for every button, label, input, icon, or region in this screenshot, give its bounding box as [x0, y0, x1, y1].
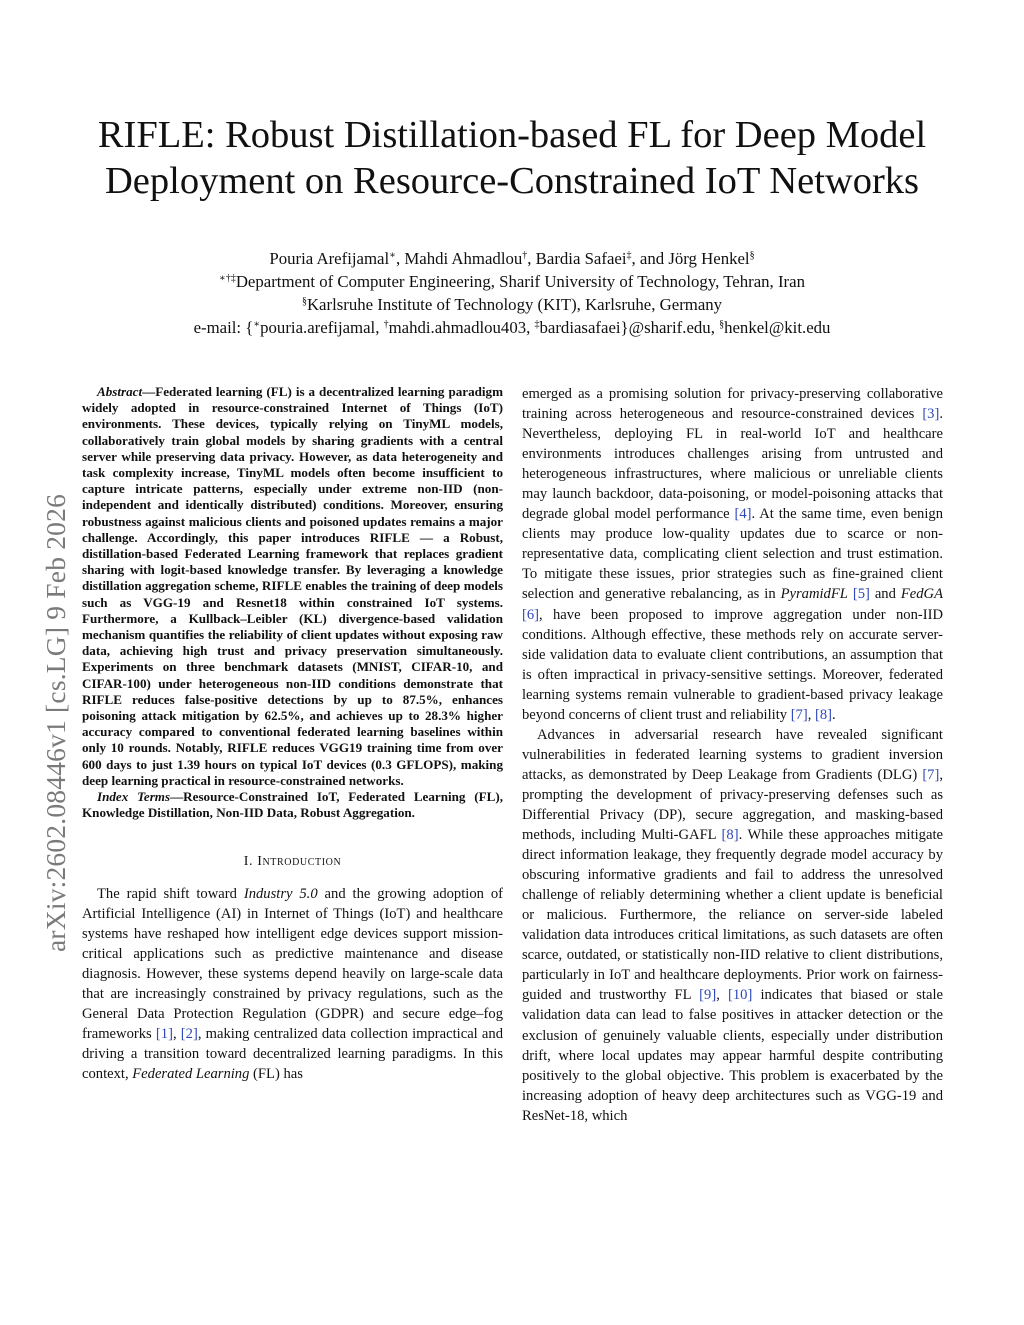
right-column	[522, 384, 943, 1126]
author-block	[90, 247, 934, 339]
citation-link[interactable]: [7]	[790, 706, 808, 723]
citation-link[interactable]: [8]	[721, 827, 739, 844]
author-names: Pouria Arefijamal∗, Mahdi Ahmadlou†, Bardia Safaei‡, and Jörg Henkel§	[269, 249, 755, 268]
index-terms-label: Index Terms	[97, 789, 171, 805]
citation-link[interactable]: [10]	[728, 987, 753, 1004]
paper-title: RIFLE: Robust Distillation-based FL for Deep Model Deployment on Resource-Constrained IoT Networks	[97, 113, 927, 202]
author-emails[interactable]: e-mail: {∗pouria.arefijamal, †mahdi.ahmadlou403, ‡bardiasafaei}@sharif.edu, §henkel@kit.edu	[193, 318, 831, 337]
left-column	[82, 384, 503, 1084]
citation-link[interactable]: [1]	[155, 1025, 173, 1042]
affiliation-kit: §Karlsruhe Institute of Technology (KIT), Karlsruhe, Germany	[301, 295, 723, 314]
citation-link[interactable]: [8]	[815, 706, 833, 723]
abstract-label: Abstract	[97, 384, 143, 399]
citation-link[interactable]: [9]	[699, 987, 717, 1004]
intro-paragraph-3: Advances in adversarial research have revealed significant vulnerabilities in federated learning systems to gradient inversion attacks, as demonstrated by Deep Leakage from Gradients (DLG) [7], prompting the development of privacy-preserving defenses such as Differential Privacy (DP), secure aggregation, and masking-based methods, including Multi-GAFL [8]. While these approaches mitigate direct information leakage, they frequently degrade model accuracy by obscuring informative gradients and fail to address the unresolved challenge of reliably determining whether a client update is beneficial or malicious. Furthermore, the reliance on server-side labeled validation data introduces critical limitations, as such datasets are often scarce, outdated, or statistically non-IID relative to client distributions, particularly in IoT and healthcare deployments. Prior work on fairness-guided and trustworthy FL [9], [10] indicates that biased or stale validation data can lead to false positives in attacker detection or the exclusion of genuinely valuable clients, especially under distribution drift, where local updates may appear harmful despite contributing positively to the global objective. This problem is exacerbated by the increasing adoption of heavy deep architectures such as VGG-19 and ResNet-18, which	[522, 726, 943, 1124]
index-terms: Index Terms—Resource-Constrained IoT, Federated Learning (FL), Knowledge Distillation, Non-IID Data, Robust Aggregation.	[82, 789, 504, 821]
citation-link[interactable]: [7]	[922, 766, 940, 783]
abstract: Abstract—Federated learning (FL) is a decentralized learning paradigm widely adopted in resource-constrained Internet of Things (IoT) environments. These devices, typically relying on TinyML models, collaboratively train global models by sharing gradients with a central server while preserving data privacy. However, as data heterogeneity and task complexity increase, TinyML models often become insufficient to capture intricate patterns, especially under extreme non-IID (non-independent and identically distributed) conditions. Moreover, ensuring robustness against malicious clients and poisoned updates remains a major challenge. Accordingly, this paper introduces RIFLE — a Robust, distillation-based Federated Learning framework that replaces gradient sharing with logit-based knowledge transfer. By leveraging a knowledge distillation aggregation scheme, RIFLE enables the training of deep models such as VGG-19 and Resnet18 within constrained IoT systems. Furthermore, a Kullback–Leibler (KL) divergence-based validation mechanism quantifies the reliability of client updates without exposing raw data, achieving high trust and privacy preservation simultaneously. Experiments on three benchmark datasets (MNIST, CIFAR-10, and CIFAR-100) under heterogeneous non-IID conditions demonstrate that RIFLE reduces false-positive detections by up to 87.5%, enhances poisoning attack mitigation by 62.5%, and achieves up to 28.3% higher accuracy compared to conventional federated learning baselines within only 10 rounds. Notably, RIFLE reduces VGG19 training time from over 600 days to just 1.39 hours on typical IoT devices (0.3 GFLOPS), making deep learning practical in resource-constrained networks.	[82, 384, 503, 788]
citation-link[interactable]: [3]	[922, 406, 940, 423]
intro-paragraph-1: The rapid shift toward Industry 5.0 and the growing adoption of Artificial Intelligence (AI) in Internet of Things (IoT) and healthcare systems have reshaped how intelligent edge devices support mission-critical applications such as predictive maintenance and disease diagnosis. However, these systems depend heavily on large-scale data that are increasingly constrained by privacy regulations, such as the General Data Protection Regulation (GDPR) and secure edge–fog frameworks [1], [2], making centralized data collection impractical and driving a transition toward decentralized learning paradigms. In this context, Federated Learning (FL) has	[82, 885, 504, 1082]
arxiv-identifier[interactable]: arXiv:2602.08446v1 [cs.LG] 9 Feb 2026	[40, 493, 71, 952]
citation-link[interactable]: [4]	[734, 506, 752, 523]
section-heading-introduction: I. Introduction	[243, 853, 342, 870]
citation-link[interactable]: [2]	[180, 1025, 198, 1042]
citation-link[interactable]: [5]	[852, 586, 870, 603]
affiliation-sharif: ∗†‡Department of Computer Engineering, Sharif University of Technology, Tehran, Iran	[219, 272, 805, 291]
citation-link[interactable]: [6]	[522, 606, 540, 623]
intro-paragraph-2: emerged as a promising solution for privacy-preserving collaborative training across heterogeneous and resource-constrained devices [3]. Nevertheless, deploying FL in real-world IoT and healthcare environments introduces challenges arising from untrusted and heterogeneous infrastructures, where malicious or unreliable clients may launch backdoor, data-poisoning, or model-poisoning attacks that degrade global model performance [4]. At the same time, even benign clients may produce low-quality updates due to scarce or non-representative data, complicating client selection and trust estimation. To mitigate these issues, prior strategies such as fine-grained client selection and generative rebalancing, as in PyramidFL [5] and FedGA [6], have been proposed to improve aggregation under non-IID conditions. Although effective, these methods rely on accurate server-side validation data to evaluate client contributions, an assumption that is often impractical in privacy-sensitive settings. Moreover, federated learning systems remain vulnerable to gradient-based privacy leakage beyond concerns of client trust and reliability [7], [8].	[522, 386, 943, 723]
